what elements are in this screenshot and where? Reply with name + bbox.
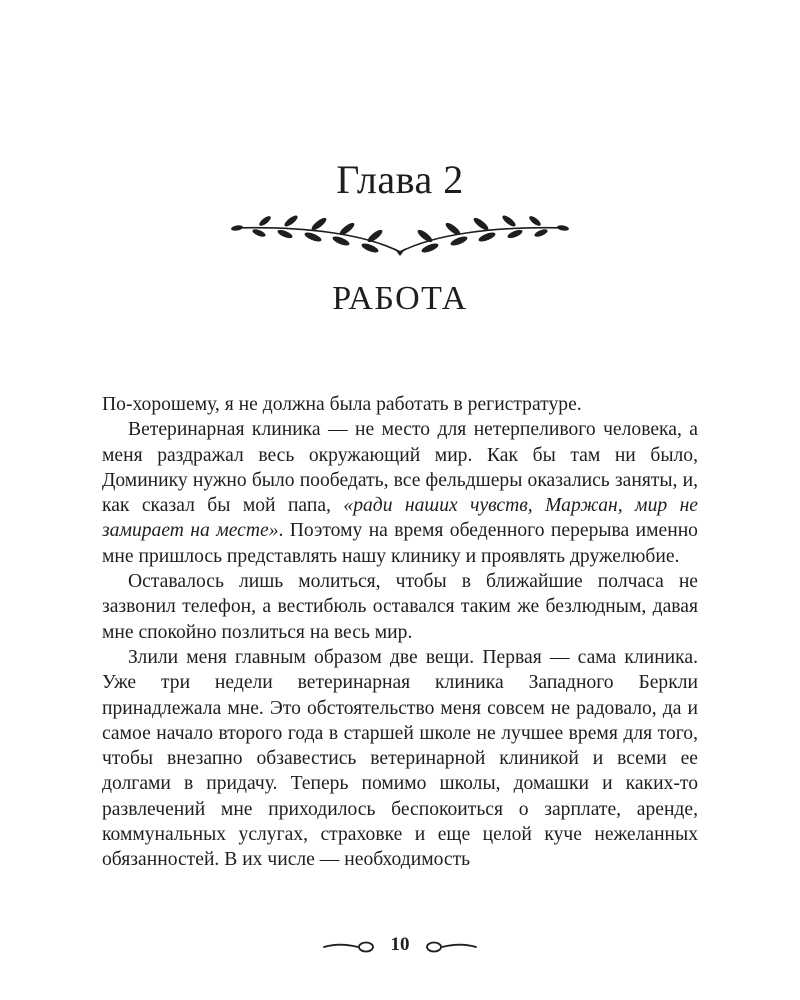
chapter-title: РАБОТА [332, 280, 468, 317]
paragraph-text: . Поэтому на время обеденного перерыва именно мне пришлось представлять нашу клинику и проявлять дружелюбие. [102, 520, 698, 567]
page-footer [0, 932, 800, 962]
page-number: 10 [390, 934, 410, 955]
paragraph: Оставалось лишь молиться, чтобы в ближайшие полчаса не зазвонил телефон, а вестибюль оставался таким же безлюдным, давая мне спокойно позлиться на весь мир. [102, 571, 698, 643]
paragraph-text: Ветеринарная клиника — не место для нетерпеливого человека, а меня раздражал весь окружающий мир. Как бы там ни было, Доминику нужно было пообедать, все фельдшеры оказались заняты, и, как сказал бы мой папа, [102, 419, 698, 517]
right-flourish-icon [426, 940, 478, 954]
laurel-branches-icon [225, 212, 575, 262]
paragraph: Злили меня главным образом две вещи. Первая — сама клиника. Уже три недели ветеринарная клиника Западного Беркли принадлежала мне. Это обстоятельство меня совсем не радовало, да и самое начало второго года в старшей школе не лучшее время для того, чтобы внезапно обзавестись ветеринарной клиникой и всеми ее долгами в придачу. Теперь помимо школы, домашки и каких-то развлечений мне приходилось беспокоиться о зарплате, аренде, коммунальных услугах, страховке и еще целой куче нежеланных обязанностей. В их числе — необходимость [102, 646, 698, 871]
quote-text: «ради наших чувств, Маржан, мир не замирает на месте» [102, 495, 698, 542]
paragraph [102, 417, 698, 569]
paragraph: По-хорошему, я не должна была работать в регистратуре. [102, 394, 582, 415]
body-text [102, 392, 698, 873]
left-flourish-icon [322, 940, 374, 954]
chapter-label: Глава 2 [336, 157, 464, 202]
